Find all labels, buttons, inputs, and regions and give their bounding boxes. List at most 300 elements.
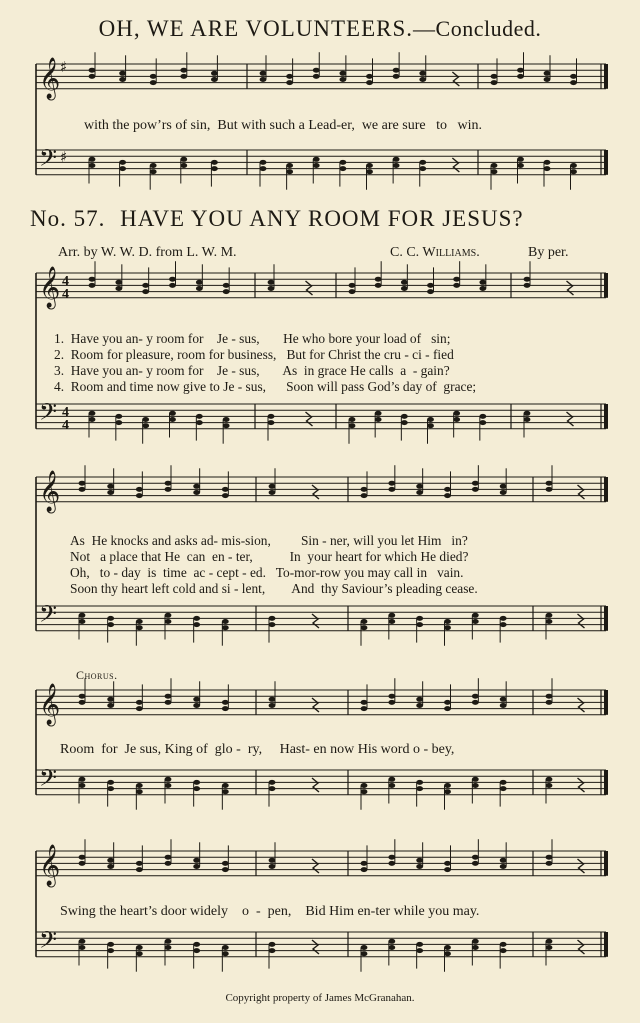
end-barline-thick xyxy=(604,770,608,795)
note-head xyxy=(165,861,172,866)
note-head xyxy=(388,487,395,492)
time-signature-bottom: 4 xyxy=(62,418,69,433)
note-head xyxy=(416,942,423,947)
note-head xyxy=(222,867,229,872)
note-head xyxy=(313,68,320,73)
note-head xyxy=(361,487,368,492)
note-head xyxy=(193,697,200,702)
treble-clef-icon: 𝄞 xyxy=(39,58,61,99)
chorus-line-1: Room for Je sus, King of glo - ry, Hast- en now His word o - bey, xyxy=(60,742,455,757)
note-head xyxy=(500,864,507,869)
note-head xyxy=(223,289,230,294)
note-head xyxy=(260,166,267,171)
rest-icon xyxy=(306,281,313,295)
key-sharp-icon: ♯ xyxy=(60,58,68,76)
note-head xyxy=(115,414,122,419)
note-head xyxy=(196,420,203,425)
note-head xyxy=(142,289,149,294)
verse-line-2a: 2. Room for pleasure, room for business, But for Christ the cru - ci - fied xyxy=(54,347,454,362)
note-head xyxy=(269,703,276,708)
copyright-notice: Copyright property of James McGranahan. xyxy=(225,992,415,1004)
previous-hymn-title: OH, WE ARE VOLUNTEERS.—Concluded. xyxy=(98,16,542,41)
note-head xyxy=(524,277,531,282)
note-head xyxy=(388,945,395,950)
note-head xyxy=(444,783,451,788)
note-head xyxy=(472,613,479,618)
note-head xyxy=(444,706,451,711)
note-head xyxy=(115,280,122,285)
note-head xyxy=(444,493,451,498)
note-head xyxy=(169,283,176,288)
note-head xyxy=(427,423,434,428)
note-head xyxy=(472,619,479,624)
note-head xyxy=(150,169,157,174)
note-head xyxy=(150,163,157,168)
note-head xyxy=(517,163,524,168)
note-head xyxy=(136,861,143,866)
note-head xyxy=(223,283,230,288)
hymn-title xyxy=(30,206,630,232)
rest-icon xyxy=(312,698,319,712)
time-signature-top: 4 xyxy=(62,405,69,420)
note-head xyxy=(107,697,114,702)
note-head xyxy=(79,481,86,486)
note-head xyxy=(165,613,172,618)
arranger-credit: Arr. by W. W. D. from L. W. M. xyxy=(58,245,237,260)
note-head xyxy=(416,484,423,489)
note-head xyxy=(546,694,553,699)
note-head xyxy=(419,160,426,165)
rest-icon xyxy=(312,940,319,954)
rest-icon xyxy=(578,698,585,712)
note-head xyxy=(269,484,276,489)
note-head xyxy=(416,622,423,627)
note-head xyxy=(570,163,577,168)
note-head xyxy=(142,283,149,288)
note-head xyxy=(165,700,172,705)
note-head xyxy=(286,74,293,79)
note-head xyxy=(107,490,114,495)
note-head xyxy=(165,481,172,486)
note-head xyxy=(416,864,423,869)
note-head xyxy=(361,861,368,866)
end-barline-thick xyxy=(604,64,608,89)
note-head xyxy=(416,616,423,621)
note-head xyxy=(500,616,507,621)
note-head xyxy=(393,74,400,79)
note-head xyxy=(136,625,143,630)
note-head xyxy=(211,77,218,82)
note-head xyxy=(196,286,203,291)
note-head xyxy=(546,783,553,788)
note-head xyxy=(491,80,498,85)
note-head xyxy=(361,783,368,788)
note-head xyxy=(524,283,531,288)
note-head xyxy=(491,169,498,174)
note-head xyxy=(472,777,479,782)
note-head xyxy=(570,80,577,85)
note-head xyxy=(517,74,524,79)
note-head xyxy=(268,286,275,291)
bass-clef-icon: 𝄢 xyxy=(39,926,58,959)
note-head xyxy=(107,786,114,791)
note-head xyxy=(388,939,395,944)
note-head xyxy=(79,619,86,624)
verse-line-2b: Not a place that He can en - ter, In your heart for which He died? xyxy=(70,549,469,564)
note-head xyxy=(269,622,276,627)
note-head xyxy=(500,786,507,791)
note-head xyxy=(142,417,149,422)
note-head xyxy=(375,417,382,422)
rest-icon xyxy=(312,614,319,628)
end-barline-thick xyxy=(604,606,608,631)
note-head xyxy=(500,490,507,495)
note-head xyxy=(260,71,267,76)
note-head xyxy=(169,411,176,416)
note-head xyxy=(546,481,553,486)
note-head xyxy=(107,484,114,489)
note-head xyxy=(165,777,172,782)
note-head xyxy=(193,948,200,953)
note-head xyxy=(286,163,293,168)
end-barline-thick xyxy=(604,404,608,429)
note-head xyxy=(89,74,96,79)
bass-clef-icon: 𝄢 xyxy=(39,398,58,431)
rest-icon xyxy=(578,778,585,792)
note-head xyxy=(453,283,460,288)
note-head xyxy=(444,625,451,630)
note-head xyxy=(193,622,200,627)
note-head xyxy=(416,697,423,702)
note-head xyxy=(165,487,172,492)
note-head xyxy=(136,783,143,788)
note-head xyxy=(107,622,114,627)
permission-note: By per. xyxy=(528,245,569,260)
note-head xyxy=(79,700,86,705)
note-head xyxy=(223,417,230,422)
note-head xyxy=(79,783,86,788)
note-head xyxy=(393,163,400,168)
note-head xyxy=(472,694,479,699)
note-head xyxy=(269,490,276,495)
note-head xyxy=(211,166,218,171)
note-head xyxy=(500,942,507,947)
rest-icon xyxy=(312,778,319,792)
note-head xyxy=(286,80,293,85)
bass-clef-icon: 𝄢 xyxy=(39,600,58,633)
rest-icon xyxy=(452,158,459,172)
note-head xyxy=(79,855,86,860)
note-head xyxy=(444,487,451,492)
note-head xyxy=(453,417,460,422)
note-head xyxy=(165,694,172,699)
note-head xyxy=(361,867,368,872)
note-head xyxy=(416,490,423,495)
rest-icon xyxy=(312,485,319,499)
note-head xyxy=(491,74,498,79)
note-head xyxy=(570,74,577,79)
note-head xyxy=(570,169,577,174)
verse-line-3a: 3. Have you an- y room for Je - sus, As in grace He calls a - gain? xyxy=(54,363,450,378)
bass-clef-icon: 𝄢 xyxy=(39,144,58,177)
note-head xyxy=(193,858,200,863)
rest-icon xyxy=(578,940,585,954)
note-head xyxy=(268,280,275,285)
treble-clef-icon: 𝄞 xyxy=(39,684,61,725)
note-head xyxy=(349,289,356,294)
note-head xyxy=(150,80,157,85)
verse-line-4b: Soon thy heart left cold and si - lent, And thy Saviour’s pleading cease. xyxy=(70,581,478,596)
note-head xyxy=(211,160,218,165)
note-head xyxy=(500,858,507,863)
end-barline-thick xyxy=(604,932,608,957)
note-head xyxy=(546,487,553,492)
rest-icon xyxy=(452,72,459,86)
note-head xyxy=(444,945,451,950)
note-head xyxy=(193,942,200,947)
note-head xyxy=(165,939,172,944)
note-head xyxy=(136,945,143,950)
note-head xyxy=(222,945,229,950)
note-head xyxy=(544,71,551,76)
note-head xyxy=(500,484,507,489)
note-head xyxy=(444,861,451,866)
note-head xyxy=(500,703,507,708)
note-head xyxy=(361,789,368,794)
note-head xyxy=(136,700,143,705)
note-head xyxy=(416,780,423,785)
note-head xyxy=(444,619,451,624)
note-head xyxy=(193,786,200,791)
note-head xyxy=(165,855,172,860)
rest-icon xyxy=(578,859,585,873)
note-head xyxy=(361,619,368,624)
verse-line-1b: As He knocks and asks ad- mis-sion, Sin - ner, will you let Him in? xyxy=(70,533,468,548)
note-head xyxy=(222,619,229,624)
note-head xyxy=(366,163,373,168)
note-head xyxy=(115,420,122,425)
note-head xyxy=(444,700,451,705)
treble-clef-icon: 𝄞 xyxy=(39,471,61,512)
note-head xyxy=(269,942,276,947)
note-head xyxy=(427,417,434,422)
note-head xyxy=(193,490,200,495)
note-head xyxy=(269,858,276,863)
note-head xyxy=(472,783,479,788)
note-head xyxy=(150,74,157,79)
note-head xyxy=(479,420,486,425)
note-head xyxy=(472,939,479,944)
note-head xyxy=(339,160,346,165)
note-head xyxy=(375,283,382,288)
note-head xyxy=(222,700,229,705)
note-head xyxy=(79,487,86,492)
note-head xyxy=(388,619,395,624)
note-head xyxy=(313,163,320,168)
note-head xyxy=(388,613,395,618)
note-head xyxy=(286,169,293,174)
note-head xyxy=(546,861,553,866)
note-head xyxy=(313,74,320,79)
previous-hymn-lyric: with the pow’rs of sin, But with such a Lead-er, we are sure to win. xyxy=(84,118,482,133)
rest-icon xyxy=(312,859,319,873)
note-head xyxy=(546,777,553,782)
note-head xyxy=(136,487,143,492)
rest-icon xyxy=(578,485,585,499)
note-head xyxy=(339,71,346,76)
note-head xyxy=(416,786,423,791)
note-head xyxy=(79,613,86,618)
note-head xyxy=(546,855,553,860)
note-head xyxy=(269,948,276,953)
rest-icon xyxy=(306,412,313,426)
note-head xyxy=(479,414,486,419)
hymn-name: HAVE YOU ANY ROOM FOR JESUS? xyxy=(120,206,524,231)
note-head xyxy=(269,786,276,791)
note-head xyxy=(107,703,114,708)
verse-line-3b: Oh, to - day is time ac - cept - ed. To-mor-row you may call in vain. xyxy=(70,565,464,580)
treble-clef-icon: 𝄞 xyxy=(39,267,61,308)
key-sharp-icon: ♯ xyxy=(60,148,68,166)
note-head xyxy=(119,77,126,82)
note-head xyxy=(546,945,553,950)
note-head xyxy=(388,481,395,486)
note-head xyxy=(366,169,373,174)
note-head xyxy=(107,780,114,785)
note-head xyxy=(544,160,551,165)
end-barline-thick xyxy=(604,477,608,502)
note-head xyxy=(89,283,96,288)
note-head xyxy=(268,414,275,419)
verse-line-4a: 4. Room and time now give to Je - sus, Soon will pass God’s day of grace; xyxy=(54,379,477,394)
note-head xyxy=(366,80,373,85)
hymn-number: No. 57. xyxy=(30,206,106,231)
note-head xyxy=(89,417,96,422)
note-head xyxy=(136,493,143,498)
note-head xyxy=(180,157,187,162)
bass-clef-icon: 𝄢 xyxy=(39,764,58,797)
note-head xyxy=(393,68,400,73)
note-head xyxy=(339,77,346,82)
note-head xyxy=(193,484,200,489)
note-head xyxy=(119,71,126,76)
note-head xyxy=(524,411,531,416)
time-signature-bottom: 4 xyxy=(62,287,69,302)
note-head xyxy=(193,616,200,621)
note-head xyxy=(269,864,276,869)
note-head xyxy=(180,68,187,73)
note-head xyxy=(339,166,346,171)
note-head xyxy=(524,417,531,422)
note-head xyxy=(517,68,524,73)
note-head xyxy=(393,157,400,162)
note-head xyxy=(136,789,143,794)
note-head xyxy=(79,694,86,699)
end-barline-thick xyxy=(604,690,608,715)
note-head xyxy=(401,420,408,425)
note-head xyxy=(196,414,203,419)
note-head xyxy=(79,777,86,782)
note-head xyxy=(222,783,229,788)
note-head xyxy=(388,777,395,782)
note-head xyxy=(427,283,434,288)
note-head xyxy=(500,697,507,702)
note-head xyxy=(269,616,276,621)
note-head xyxy=(401,280,408,285)
note-head xyxy=(453,411,460,416)
note-head xyxy=(361,700,368,705)
note-head xyxy=(419,166,426,171)
note-head xyxy=(136,619,143,624)
note-head xyxy=(107,948,114,953)
note-head xyxy=(472,855,479,860)
treble-clef-icon: 𝄞 xyxy=(39,845,61,886)
note-head xyxy=(361,706,368,711)
note-head xyxy=(472,945,479,950)
note-head xyxy=(222,493,229,498)
note-head xyxy=(169,417,176,422)
chorus-line-2: Swing the heart’s door widely o - pen, Bid Him en-ter while you may. xyxy=(60,904,480,919)
note-head xyxy=(472,700,479,705)
note-head xyxy=(388,694,395,699)
note-head xyxy=(419,71,426,76)
note-head xyxy=(416,858,423,863)
note-head xyxy=(546,619,553,624)
note-head xyxy=(444,789,451,794)
note-head xyxy=(136,867,143,872)
note-head xyxy=(268,420,275,425)
note-head xyxy=(349,423,356,428)
note-head xyxy=(472,861,479,866)
note-head xyxy=(546,700,553,705)
rest-icon xyxy=(567,281,574,295)
note-head xyxy=(165,783,172,788)
note-head xyxy=(136,951,143,956)
note-head xyxy=(89,163,96,168)
note-head xyxy=(119,160,126,165)
note-head xyxy=(180,74,187,79)
note-head xyxy=(361,951,368,956)
note-head xyxy=(416,703,423,708)
note-head xyxy=(388,783,395,788)
note-head xyxy=(361,625,368,630)
note-head xyxy=(361,493,368,498)
note-head xyxy=(472,487,479,492)
note-head xyxy=(491,163,498,168)
note-head xyxy=(544,77,551,82)
note-head xyxy=(222,487,229,492)
note-head xyxy=(517,157,524,162)
end-barline-thick xyxy=(604,851,608,876)
note-head xyxy=(427,289,434,294)
concluded-label: —Concluded. xyxy=(413,16,542,41)
composer-credit: C. C. Williams. xyxy=(390,245,480,260)
note-head xyxy=(419,77,426,82)
note-head xyxy=(107,858,114,863)
note-head xyxy=(361,945,368,950)
note-head xyxy=(375,277,382,282)
note-head xyxy=(119,166,126,171)
note-head xyxy=(196,280,203,285)
note-head xyxy=(222,789,229,794)
note-head xyxy=(107,942,114,947)
verse-line-1a: 1. Have you an- y room for Je - sus, He who bore your load of sin; xyxy=(54,331,451,346)
note-head xyxy=(416,948,423,953)
note-head xyxy=(89,68,96,73)
note-head xyxy=(222,861,229,866)
note-head xyxy=(366,74,373,79)
note-head xyxy=(401,286,408,291)
